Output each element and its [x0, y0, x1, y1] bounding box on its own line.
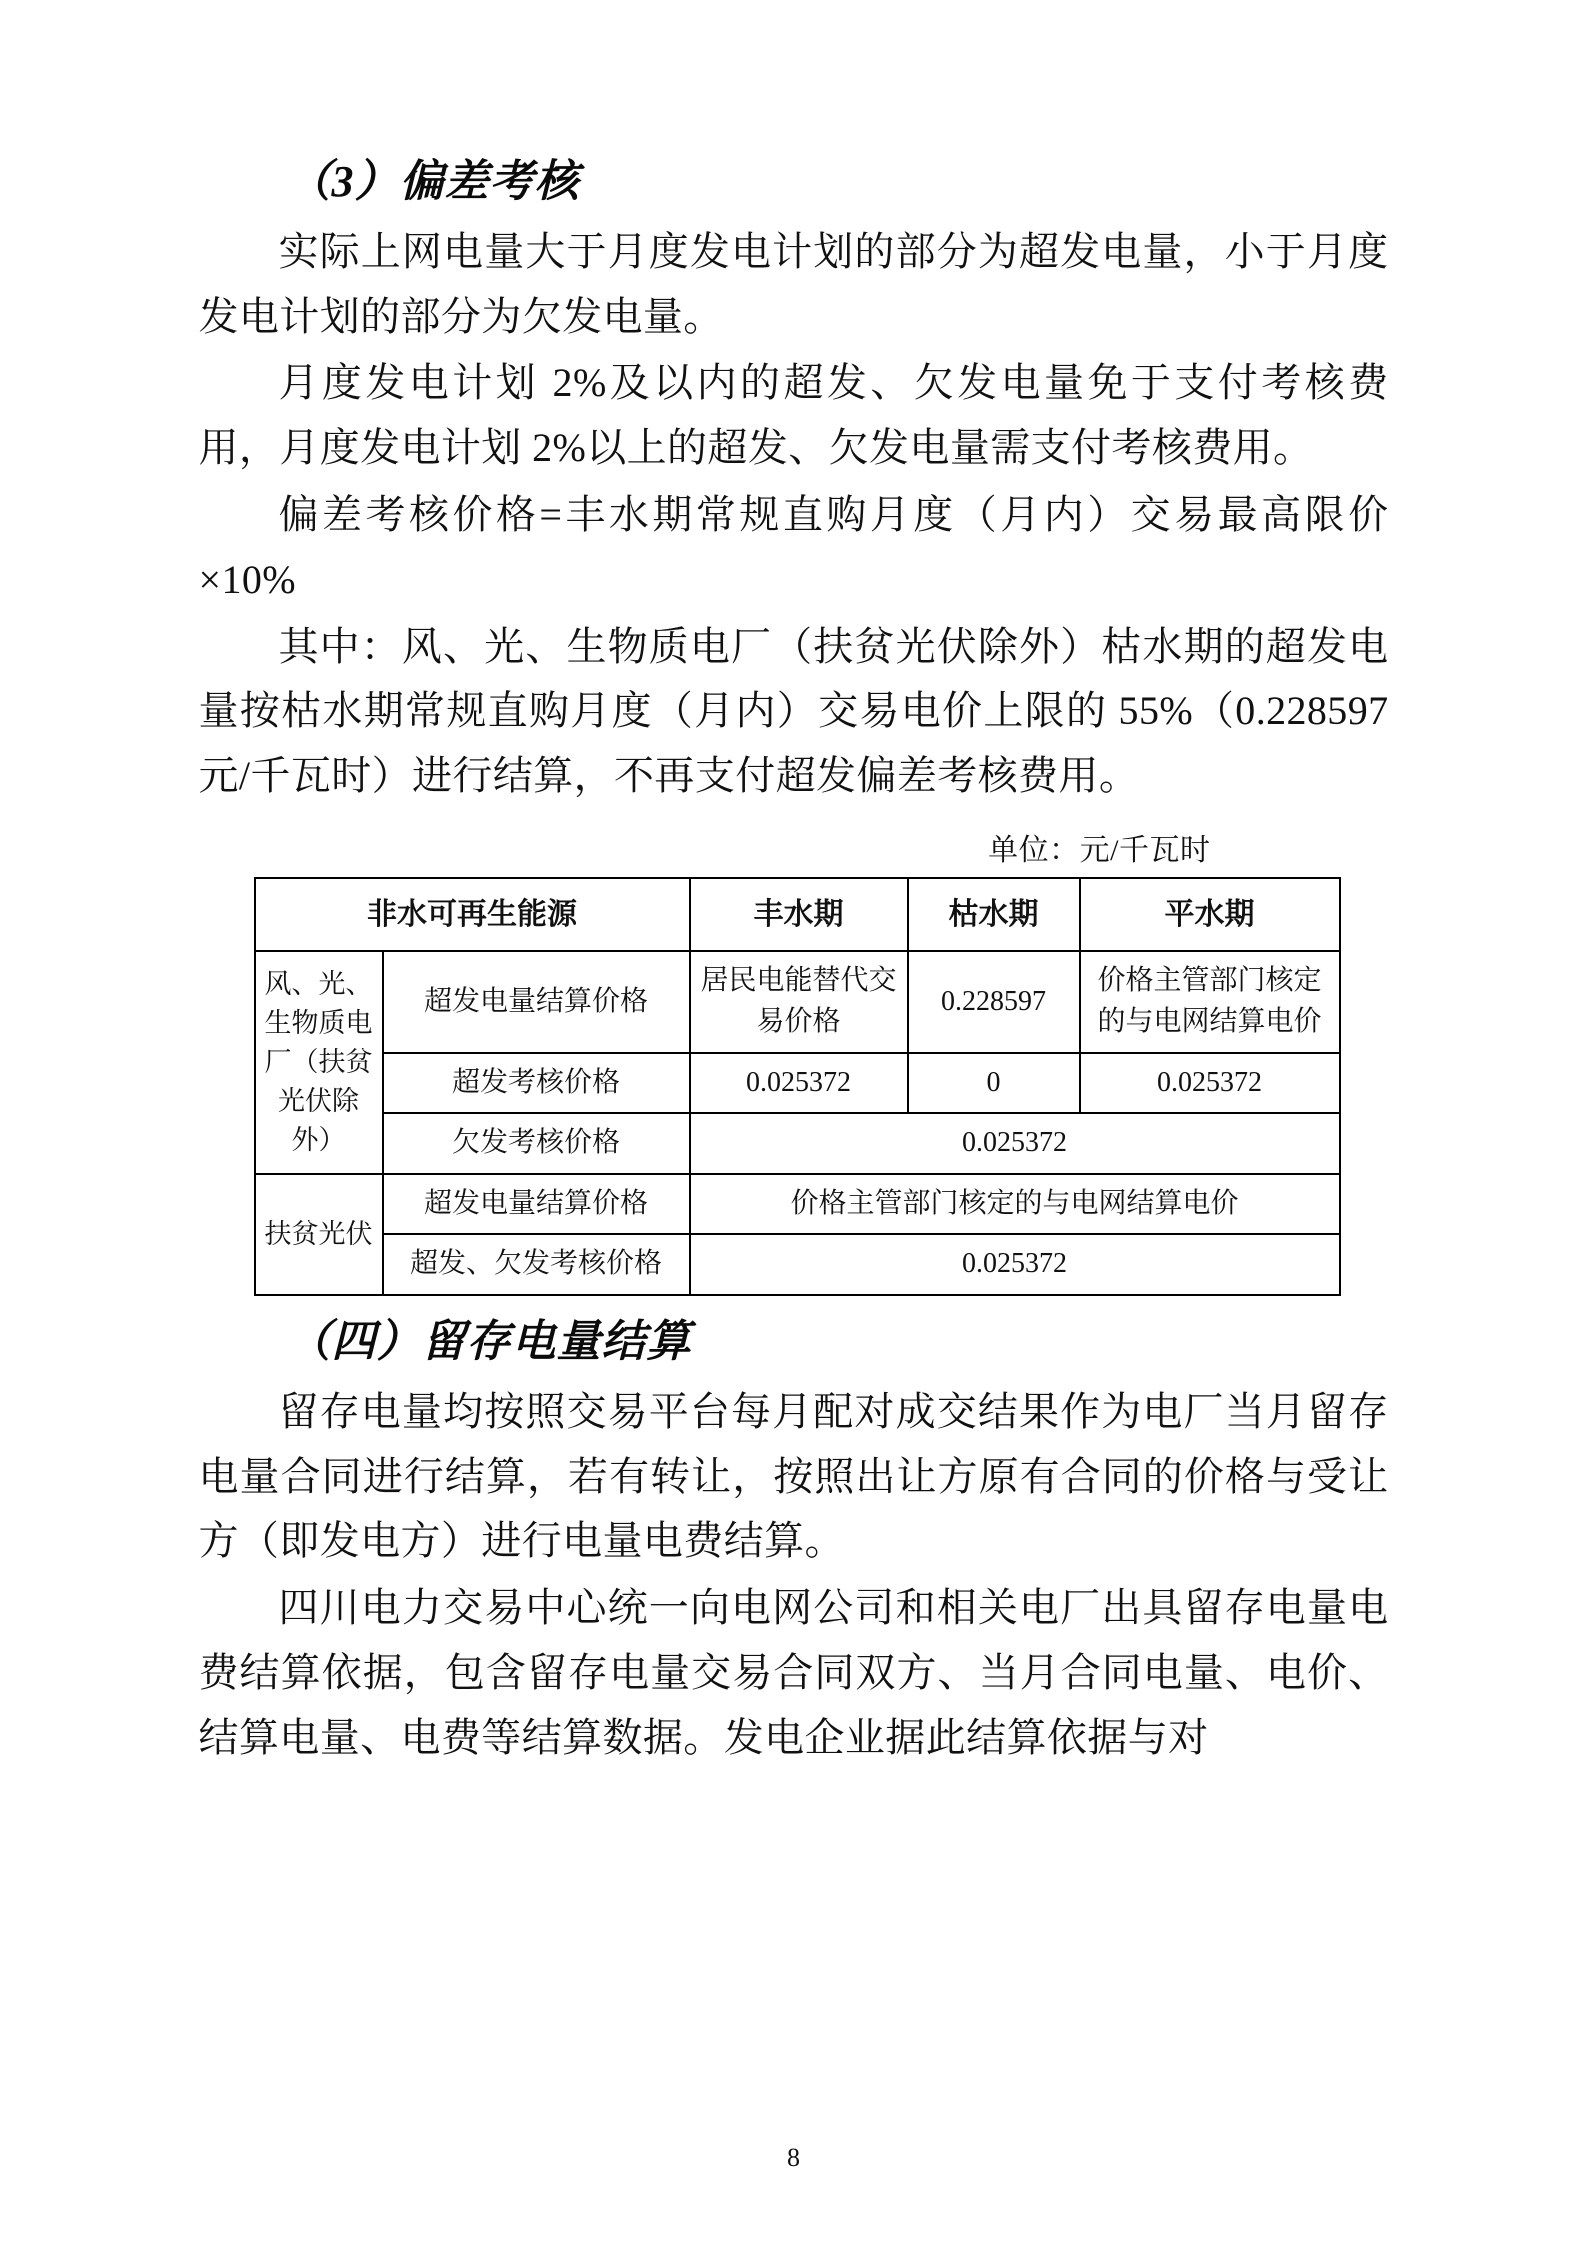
header-category: 非水可再生能源 [255, 878, 690, 952]
cell-merged-value: 0.025372 [690, 1234, 1340, 1295]
header-ku-shui-qi: 枯水期 [908, 878, 1080, 952]
cell-ku-value: 0 [908, 1053, 1080, 1114]
paragraph-deviation-2: 月度发电计划 2%及以内的超发、欠发电量免于支付考核费用，月度发电计划 2%以上的超发、欠发电量需支付考核费用。 [198, 360, 1389, 471]
price-table [254, 877, 1341, 1296]
cell-merged-value: 价格主管部门核定的与电网结算电价 [690, 1174, 1340, 1235]
row-item-label: 欠发考核价格 [383, 1113, 690, 1174]
cell-feng-value: 居民电能替代交易价格 [690, 951, 908, 1052]
paragraph-deviation-4: 其中：风、光、生物质电厂（扶贫光伏除外）枯水期的超发电量按枯水期常规直购月度（月内）交易电价上限的 55%（0.228597 元/千瓦时）进行结算，不再支付超发偏差考核费用。 [198, 623, 1389, 799]
paragraph-retained-1: 留存电量均按照交易平台每月配对成交结果作为电厂当月留存电量合同进行结算，若有转让，按照出让方原有合同的价格与受让方（即发电方）进行电量电费结算。 [198, 1388, 1389, 1564]
table-row [255, 951, 1340, 1052]
row-item-label: 超发电量结算价格 [383, 951, 690, 1052]
table-row [255, 1174, 1340, 1235]
row-item-label: 超发考核价格 [383, 1053, 690, 1114]
cell-feng-value: 0.025372 [690, 1053, 908, 1114]
page-content [199, 150, 1389, 1771]
table-header-row [255, 878, 1340, 952]
header-ping-shui-qi: 平水期 [1080, 878, 1340, 952]
section-heading-retained: （四）留存电量结算 [286, 1317, 692, 1367]
group-label-poverty-solar: 扶贫光伏 [255, 1174, 383, 1295]
cell-ping-value: 价格主管部门核定的与电网结算电价 [1080, 951, 1340, 1052]
cell-merged-value: 0.025372 [690, 1113, 1340, 1174]
cell-ping-value: 0.025372 [1080, 1053, 1340, 1114]
row-item-label: 超发电量结算价格 [383, 1174, 690, 1235]
group-label-wind-solar-biomass: 风、光、生物质电厂（扶贫光伏除外） [255, 951, 383, 1173]
price-table-wrapper [199, 877, 1389, 1296]
row-item-label: 超发、欠发考核价格 [383, 1234, 690, 1295]
cell-ku-value: 0.228597 [908, 951, 1080, 1052]
table-row [255, 1234, 1340, 1295]
section-heading-deviation: （3）偏差考核 [286, 157, 580, 206]
paragraph-retained-2: 四川电力交易中心统一向电网公司和相关电厂出具留存电量电费结算依据，包含留存电量交易合同双方、当月合同电量、电价、结算电量、电费等结算数据。发电企业据此结算依据与对 [198, 1585, 1389, 1760]
table-row [255, 1113, 1340, 1174]
header-feng-shui-qi: 丰水期 [690, 878, 908, 952]
table-row [255, 1053, 1340, 1114]
table-unit-caption: 单位：元/千瓦时 [988, 833, 1211, 867]
paragraph-deviation-3: 偏差考核价格=丰水期常规直购月度（月内）交易最高限价×10% [198, 491, 1389, 602]
page-number: 8 [787, 2143, 800, 2172]
paragraph-deviation-1: 实际上网电量大于月度发电计划的部分为超发电量，小于月度发电计划的部分为欠发电量。 [198, 228, 1389, 339]
